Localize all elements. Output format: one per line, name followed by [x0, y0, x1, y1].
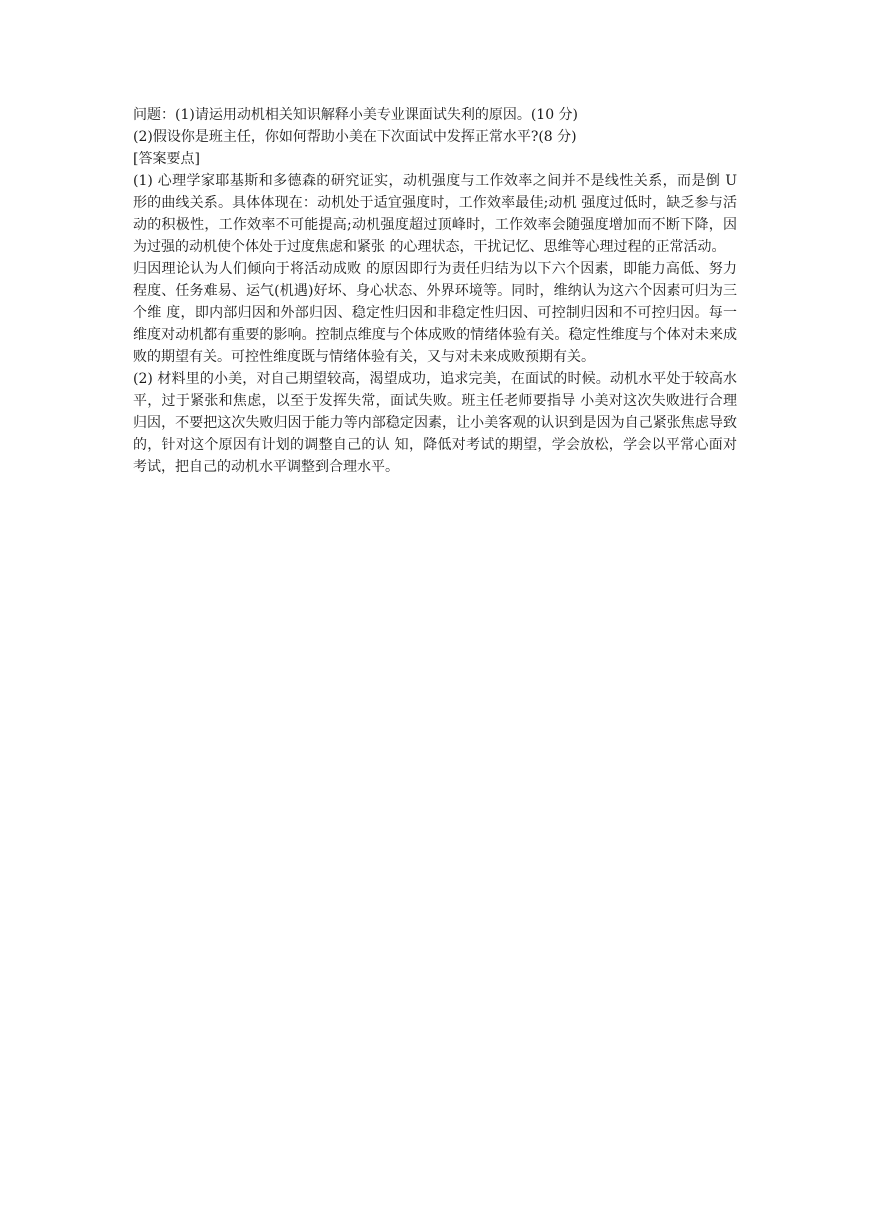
answer-paragraph-2: (2) 材料里的小美，对自己期望较高，渴望成功，追求完美，在面试的时候。动机水平处于较高水平，过于紧张和焦虑，以至于发挥失常，面试失败。班主任老师要指导 小美对这次失败进行合理归因，不要把这次失败归因于能力等内部稳定因素，让小美客观的认识到是因为自己紧张焦虑导致的，针对这个原因有计划的调整自己的认 知，降低对考试的期望，学会放松，学会以平常心面对考试，把自己的动机水平调整到合理水平。: [133, 371, 737, 475]
answer-paragraph-1: (1) 心理学家耶基斯和多德森的研究证实，动机强度与工作效率之间并不是线性关系，而是倒 U 形的曲线关系。具体体现在：动机处于适宜强度时，工作效率最佳;动机 强度过低时，缺乏参与活动的积极性，工作效率不可能提高;动机强度超过顶峰时，工作效率会随强度增加而不断下降，因为过强的动机使个体处于过度焦虑和紧张 的心理状态，干扰记忆、思维等心理过程的正常活动。: [133, 173, 737, 255]
answer-heading: [答案要点]: [133, 151, 200, 167]
question-1: 问题：(1)请运用动机相关知识解释小美专业课面试失利的原因。(10 分): [133, 107, 579, 123]
document-body: [133, 104, 737, 478]
answer-paragraph-attribution: 归因理论认为人们倾向于将活动成败 的原因即行为责任归结为以下六个因素，即能力高低、努力程度、任务难易、运气(机遇)好坏、身心状态、外界环境等。同时，维纳认为这六个因素可归为三个维 度，即内部归因和外部归因、稳定性归因和非稳定性归因、可控制归因和不可控归因。每一维度对动机都有重要的影响。控制点维度与个体成败的情绪体验有关。稳定性维度与个体对未来成败的期望有关。可控性维度既与情绪体验有关，又与对未来成败预期有关。: [133, 261, 737, 365]
question-2: (2)假设你是班主任，你如何帮助小美在下次面试中发挥正常水平?(8 分): [133, 129, 577, 145]
